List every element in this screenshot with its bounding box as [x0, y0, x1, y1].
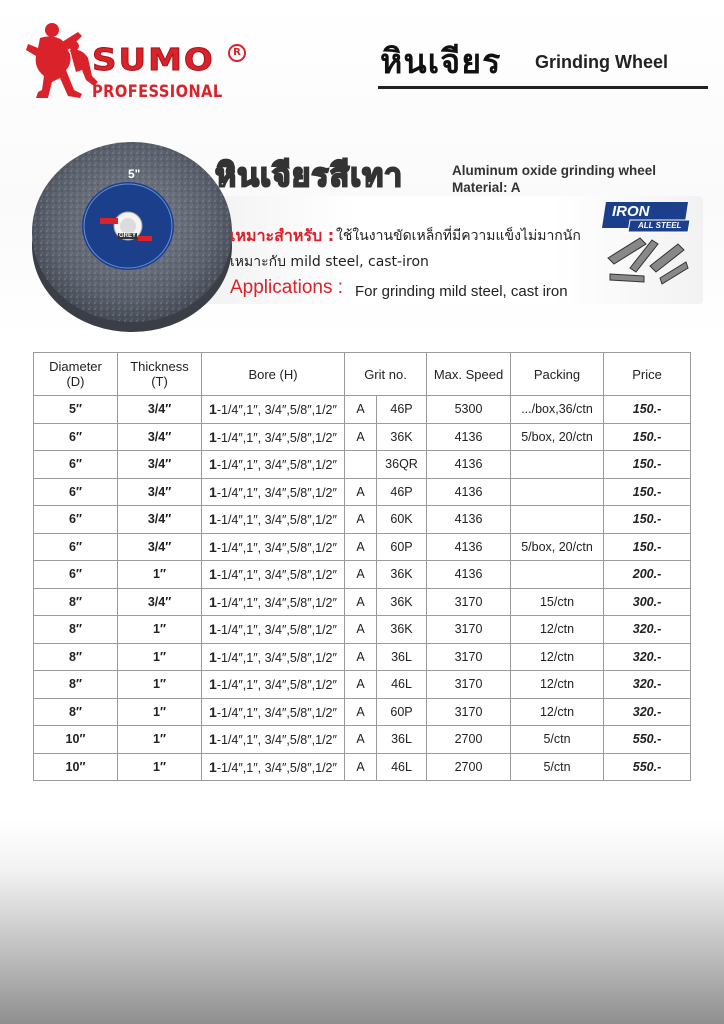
table-header-row — [34, 353, 691, 396]
sumo-wrestler-icon — [22, 20, 102, 102]
cell-price: 150.- — [604, 451, 691, 479]
cell-bore — [202, 726, 345, 754]
table-row — [34, 506, 691, 534]
cell-thickness: 1″ — [118, 561, 202, 589]
cell-price: 320.- — [604, 671, 691, 699]
cell-diameter: 8″ — [34, 643, 118, 671]
cell-price: 150.- — [604, 423, 691, 451]
cell-grit: 60K — [377, 506, 427, 534]
header-price: Price — [604, 353, 691, 396]
cell-diameter: 6″ — [34, 561, 118, 589]
bore-main-size: 1 — [209, 566, 217, 583]
brand-name: SUMO — [92, 42, 215, 78]
cell-thickness: 1″ — [118, 726, 202, 754]
bore-sizes: -1/4″,1″, 3/4″,5/8″,1/2″ — [216, 568, 337, 583]
suitable-text: ใช้ในงานขัดเหล็กที่มีความแข็งไม่มากนัก — [336, 228, 581, 244]
cell-thickness: 3/4″ — [118, 588, 202, 616]
cell-thickness: 3/4″ — [118, 396, 202, 424]
cell-max-speed: 4136 — [427, 561, 511, 589]
header-bore: Bore (H) — [202, 353, 345, 396]
bore-sizes: -1/4″,1″, 3/4″,5/8″,1/2″ — [216, 623, 337, 638]
cell-abrasive: A — [345, 506, 377, 534]
cell-grit: 60P — [377, 698, 427, 726]
cell-packing: 5/ctn — [511, 753, 604, 781]
cell-diameter: 8″ — [34, 671, 118, 699]
bore-main-size: 1 — [209, 648, 217, 665]
bore-sizes: -1/4″,1″, 3/4″,5/8″,1/2″ — [216, 733, 337, 748]
bore-sizes: -1/4″,1″, 3/4″,5/8″,1/2″ — [216, 430, 337, 445]
bore-main-size: 1 — [209, 456, 217, 473]
cell-diameter: 10″ — [34, 753, 118, 781]
cell-thickness: 1″ — [118, 616, 202, 644]
cell-abrasive: A — [345, 533, 377, 561]
product-desc-line1: Aluminum oxide grinding wheel — [452, 163, 657, 178]
cell-grit: 36L — [377, 726, 427, 754]
cell-grit: 36QR — [377, 451, 427, 479]
bore-main-size: 1 — [209, 538, 217, 555]
cell-max-speed: 4136 — [427, 533, 511, 561]
table-row — [34, 561, 691, 589]
table-row — [34, 643, 691, 671]
table-row — [34, 753, 691, 781]
cell-max-speed: 4136 — [427, 506, 511, 534]
cell-abrasive: A — [345, 643, 377, 671]
cell-diameter: 10″ — [34, 726, 118, 754]
cell-thickness: 1″ — [118, 698, 202, 726]
brand-subline: PROFESSIONAL — [92, 82, 223, 102]
cell-grit: 36K — [377, 561, 427, 589]
bore-main-size: 1 — [209, 621, 217, 638]
table-row — [34, 616, 691, 644]
cell-packing: 5/box, 20/ctn — [511, 533, 604, 561]
cell-bore — [202, 396, 345, 424]
cell-price: 150.- — [604, 533, 691, 561]
cell-thickness: 3/4″ — [118, 451, 202, 479]
cell-thickness: 3/4″ — [118, 423, 202, 451]
cell-thickness: 3/4″ — [118, 533, 202, 561]
cell-bore — [202, 533, 345, 561]
cell-price: 200.- — [604, 561, 691, 589]
cell-grit: 46L — [377, 753, 427, 781]
title-underline — [378, 86, 708, 89]
cell-thickness: 1″ — [118, 753, 202, 781]
cell-bore — [202, 423, 345, 451]
cell-price: 320.- — [604, 616, 691, 644]
cell-packing — [511, 478, 604, 506]
product-desc-line2: Material: A — [452, 180, 521, 195]
cell-grit: 46P — [377, 478, 427, 506]
cell-thickness: 1″ — [118, 671, 202, 699]
table-row — [34, 726, 691, 754]
table-row — [34, 671, 691, 699]
cell-abrasive: A — [345, 698, 377, 726]
cell-max-speed: 3170 — [427, 671, 511, 699]
background-gradient — [0, 820, 724, 1024]
cell-thickness: 1″ — [118, 643, 202, 671]
bore-sizes: -1/4″,1″, 3/4″,5/8″,1/2″ — [216, 705, 337, 720]
cell-packing: 12/ctn — [511, 698, 604, 726]
bore-sizes: -1/4″,1″, 3/4″,5/8″,1/2″ — [216, 458, 337, 473]
cell-bore — [202, 506, 345, 534]
cell-packing: 5/box, 20/ctn — [511, 423, 604, 451]
cell-price: 320.- — [604, 698, 691, 726]
spec-table-wrapper — [33, 352, 690, 781]
grinding-wheel-image — [28, 128, 236, 336]
cell-packing: 12/ctn — [511, 616, 604, 644]
cell-abrasive: A — [345, 616, 377, 644]
bore-sizes: -1/4″,1″, 3/4″,5/8″,1/2″ — [216, 540, 337, 555]
bore-main-size: 1 — [209, 511, 217, 528]
cell-grit: 60P — [377, 533, 427, 561]
cell-grit: 36L — [377, 643, 427, 671]
cell-grit: 36K — [377, 423, 427, 451]
bore-sizes: -1/4″,1″, 3/4″,5/8″,1/2″ — [216, 513, 337, 528]
table-row — [34, 533, 691, 561]
bore-main-size: 1 — [209, 428, 217, 445]
table-row — [34, 423, 691, 451]
cell-packing — [511, 451, 604, 479]
cell-bore — [202, 588, 345, 616]
cell-diameter: 6″ — [34, 506, 118, 534]
table-row — [34, 698, 691, 726]
page-title-en: Grinding Wheel — [535, 52, 668, 72]
cell-abrasive: A — [345, 561, 377, 589]
cell-bore — [202, 478, 345, 506]
cell-bore — [202, 616, 345, 644]
header-speed: Max. Speed — [427, 353, 511, 396]
applications-label: Applications : — [230, 277, 344, 298]
badge-iron-text: IRON — [612, 203, 650, 220]
bore-sizes: -1/4″,1″, 3/4″,5/8″,1/2″ — [216, 678, 337, 693]
cell-diameter: 6″ — [34, 478, 118, 506]
cell-packing: 15/ctn — [511, 588, 604, 616]
bore-main-size: 1 — [209, 483, 217, 500]
header-packing: Packing — [511, 353, 604, 396]
bore-sizes: -1/4″,1″, 3/4″,5/8″,1/2″ — [216, 595, 337, 610]
cell-bore — [202, 643, 345, 671]
cell-price: 550.- — [604, 726, 691, 754]
cell-price: 150.- — [604, 478, 691, 506]
cell-grit: 46L — [377, 671, 427, 699]
cell-abrasive: A — [345, 423, 377, 451]
bore-main-size: 1 — [209, 703, 217, 720]
spec-table — [33, 352, 691, 781]
table-body — [34, 396, 691, 781]
bore-sizes: -1/4″,1″, 3/4″,5/8″,1/2″ — [216, 403, 337, 418]
product-name-thai: หินเจียรสีเทา — [215, 156, 404, 194]
cell-diameter: 5″ — [34, 396, 118, 424]
cell-abrasive: A — [345, 671, 377, 699]
header-diameter: Diameter (D) — [34, 353, 118, 396]
cell-packing: 5/ctn — [511, 726, 604, 754]
cell-packing — [511, 506, 604, 534]
cell-price: 550.- — [604, 753, 691, 781]
suitable-label: เหมาะสำหรับ : — [230, 226, 335, 245]
cell-packing — [511, 561, 604, 589]
cell-bore — [202, 561, 345, 589]
cell-diameter: 8″ — [34, 698, 118, 726]
cell-bore — [202, 451, 345, 479]
cell-price: 150.- — [604, 396, 691, 424]
brand-logo — [22, 20, 242, 102]
iron-steel-badge — [600, 198, 692, 288]
cell-abrasive: A — [345, 396, 377, 424]
bore-main-size: 1 — [209, 758, 217, 775]
cell-packing: 12/ctn — [511, 643, 604, 671]
cell-thickness: 3/4″ — [118, 478, 202, 506]
cell-max-speed: 2700 — [427, 726, 511, 754]
cell-grit: 36K — [377, 588, 427, 616]
bore-sizes: -1/4″,1″, 3/4″,5/8″,1/2″ — [216, 650, 337, 665]
bore-sizes: -1/4″,1″, 3/4″,5/8″,1/2″ — [216, 485, 337, 500]
cell-max-speed: 4136 — [427, 451, 511, 479]
badge-steel-text: ALL STEEL — [638, 221, 682, 230]
header-thickness: Thickness (T) — [118, 353, 202, 396]
cell-max-speed: 3170 — [427, 588, 511, 616]
cell-abrasive: A — [345, 478, 377, 506]
page-title-thai: หินเจียร — [380, 42, 502, 82]
cell-max-speed: 4136 — [427, 478, 511, 506]
bore-main-size: 1 — [209, 731, 217, 748]
cell-grit: 36K — [377, 616, 427, 644]
applications-text: For grinding mild steel, cast iron — [355, 283, 568, 300]
cell-price: 150.- — [604, 506, 691, 534]
bore-main-size: 1 — [209, 401, 217, 418]
table-row — [34, 588, 691, 616]
cell-abrasive: A — [345, 588, 377, 616]
cell-max-speed: 5300 — [427, 396, 511, 424]
cell-thickness: 3/4″ — [118, 506, 202, 534]
table-row — [34, 396, 691, 424]
cell-price: 300.- — [604, 588, 691, 616]
cell-price: 320.- — [604, 643, 691, 671]
wheel-color-label: GREY — [119, 233, 137, 239]
cell-abrasive: A — [345, 726, 377, 754]
wheel-size-label: 5" — [128, 167, 141, 181]
cell-max-speed: 3170 — [427, 616, 511, 644]
table-row — [34, 478, 691, 506]
registered-mark: R — [228, 44, 246, 62]
cell-bore — [202, 698, 345, 726]
cell-bore — [202, 671, 345, 699]
suitable-text-2: เหมาะกับ mild steel, cast-iron — [230, 254, 429, 270]
cell-packing: 12/ctn — [511, 671, 604, 699]
cell-grit: 46P — [377, 396, 427, 424]
cell-diameter: 8″ — [34, 616, 118, 644]
cell-bore — [202, 753, 345, 781]
bore-main-size: 1 — [209, 676, 217, 693]
cell-max-speed: 4136 — [427, 423, 511, 451]
table-row — [34, 451, 691, 479]
cell-abrasive — [345, 451, 377, 479]
cell-abrasive: A — [345, 753, 377, 781]
cell-max-speed: 2700 — [427, 753, 511, 781]
cell-diameter: 6″ — [34, 423, 118, 451]
cell-packing: .../box,36/ctn — [511, 396, 604, 424]
bore-main-size: 1 — [209, 593, 217, 610]
cell-diameter: 6″ — [34, 533, 118, 561]
header-grit: Grit no. — [345, 353, 427, 396]
bore-sizes: -1/4″,1″, 3/4″,5/8″,1/2″ — [216, 760, 337, 775]
cell-diameter: 8″ — [34, 588, 118, 616]
cell-max-speed: 3170 — [427, 698, 511, 726]
cell-max-speed: 3170 — [427, 643, 511, 671]
cell-diameter: 6″ — [34, 451, 118, 479]
